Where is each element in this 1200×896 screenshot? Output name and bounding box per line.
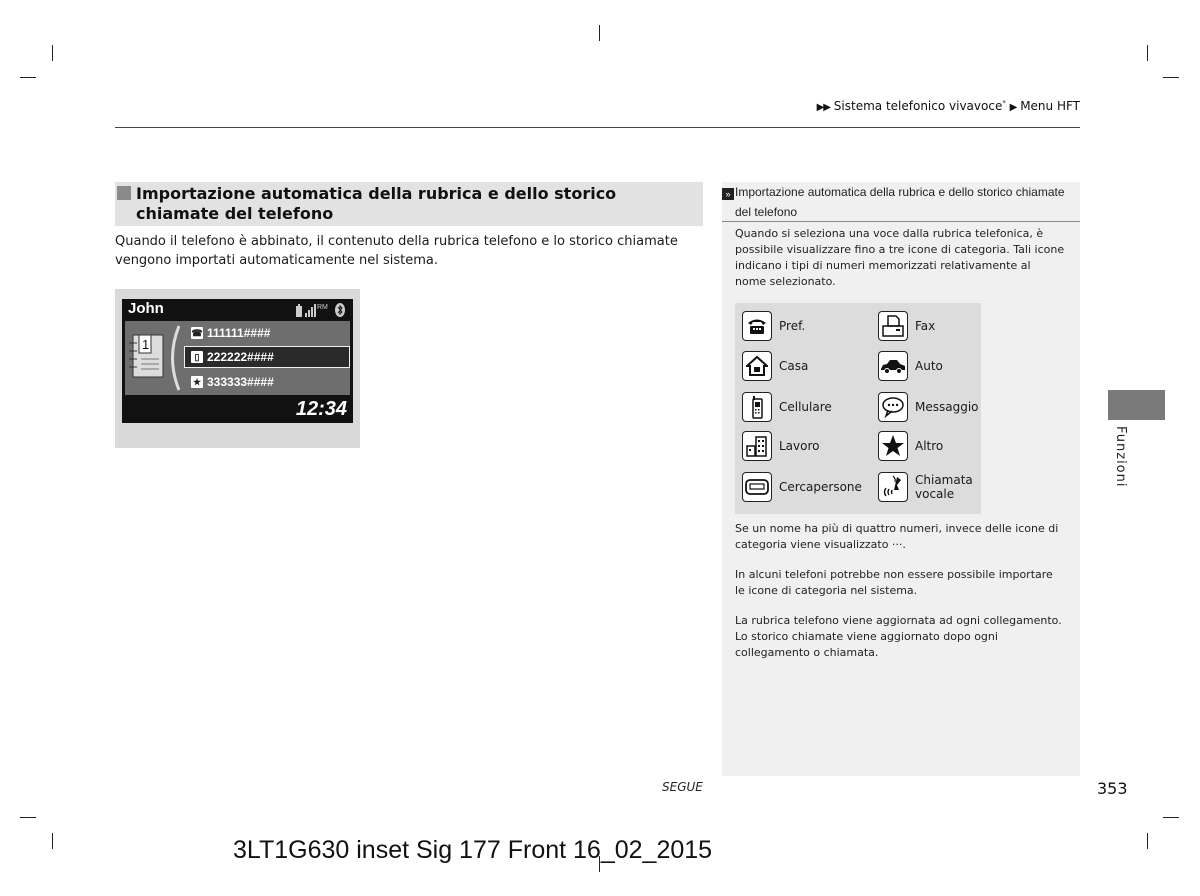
intro-paragraph: Quando il telefono è abbinato, il contenuto della rubrica telefono e lo storico chiamate vengono importati automaticamente nel sistema. xyxy=(115,234,678,268)
reference-arrow-icon: » xyxy=(722,188,734,200)
print-slug: 3LT1G630 inset Sig 177 Front 16_02_2015 xyxy=(233,836,713,864)
chapter-tab-label: Funzioni xyxy=(1113,426,1128,488)
category-item xyxy=(878,431,943,461)
sidebar-intro: Quando si seleziona una voce dalla rubrica telefonica, è possibile visualizzare fino a tre icone di categoria. Tali icone indicano i tipi di numeri memorizzati relativamente al nome selezionato. xyxy=(735,227,1065,288)
crop-mark xyxy=(1163,77,1179,78)
message-icon xyxy=(878,392,908,422)
list-item[interactable] xyxy=(191,371,345,393)
breadcrumb xyxy=(817,99,1080,113)
mobile-icon xyxy=(742,392,772,422)
section-heading xyxy=(115,182,703,226)
continues-label: SEGUE xyxy=(662,780,703,794)
audio-display xyxy=(122,299,353,423)
crop-mark xyxy=(1147,45,1148,61)
scroll-arc[interactable] xyxy=(170,325,180,391)
battery-icon xyxy=(296,304,302,317)
star-icon xyxy=(878,431,908,461)
category-item xyxy=(878,472,979,502)
sidebar-note-2: In alcuni telefoni potrebbe non essere possibile importare le icone di categoria nel sistema. xyxy=(735,568,1053,597)
breadcrumb-arrows-icon: ▶▶ xyxy=(816,102,830,113)
breadcrumb-section[interactable]: Sistema telefonico vivavoce xyxy=(833,99,1003,113)
category-label: Cellulare xyxy=(779,400,832,414)
category-label: Chiamata vocale xyxy=(915,473,973,501)
list-item-selected[interactable] xyxy=(184,346,350,368)
category-label: Cercapersone xyxy=(779,480,862,494)
phone-number: 111111#### xyxy=(207,326,271,340)
car-icon xyxy=(878,351,908,381)
sidebar-title-line1: Importazione automatica della rubrica e dello storico chiamate xyxy=(735,185,1065,199)
phone-icon: ☎ xyxy=(191,328,203,338)
phonebook-list xyxy=(125,321,350,395)
category-label: Pref. xyxy=(779,319,806,333)
crop-mark xyxy=(599,25,600,41)
breadcrumb-arrow-icon: ▶ xyxy=(1009,102,1017,113)
category-label: Messaggio xyxy=(915,400,979,414)
page-number: 353 xyxy=(1097,779,1128,798)
list-item[interactable] xyxy=(191,322,345,344)
chapter-tab[interactable] xyxy=(1108,390,1165,420)
phone-number: 222222#### xyxy=(207,350,274,364)
category-item xyxy=(878,392,979,422)
crop-mark xyxy=(52,833,53,849)
sidebar-title-line2: del telefono xyxy=(735,205,798,219)
clock: 12:34 xyxy=(295,398,347,420)
category-item xyxy=(878,351,943,381)
sidebar-title xyxy=(722,182,1080,222)
category-item xyxy=(742,472,862,502)
sidebar-note xyxy=(722,182,1080,776)
crop-mark xyxy=(20,817,36,818)
breadcrumb-page[interactable]: Menu HFT xyxy=(1020,99,1080,113)
voice-call-icon xyxy=(878,472,908,502)
svg-text:1: 1 xyxy=(142,337,150,352)
sidebar-note-3: La rubrica telefono viene aggiornata ad ogni collegamento. Lo storico chiamate viene aggiornato dopo ogni collegamento o chiamata. xyxy=(735,614,1062,659)
roaming-label: RM xyxy=(317,304,328,311)
category-label: Lavoro xyxy=(779,439,820,453)
crop-mark xyxy=(1147,833,1148,849)
category-item xyxy=(742,311,805,341)
fax-icon xyxy=(878,311,908,341)
category-item xyxy=(878,311,935,341)
phone-number: 333333#### xyxy=(207,375,274,389)
signal-icon xyxy=(305,304,316,317)
pager-icon xyxy=(742,472,772,502)
star-icon: ★ xyxy=(192,377,202,387)
optional-marker: * xyxy=(1002,99,1006,107)
header-divider xyxy=(115,127,1080,128)
category-icon-table xyxy=(735,303,981,514)
phonebook-icon xyxy=(129,333,167,381)
display-screenshot xyxy=(115,289,360,448)
crop-mark xyxy=(1163,817,1179,818)
category-label: Altro xyxy=(915,439,944,453)
category-label: Fax xyxy=(915,319,936,333)
section-marker-icon xyxy=(117,186,131,200)
phone-icon xyxy=(742,311,772,341)
mobile-icon: ▯ xyxy=(191,351,203,363)
bluetooth-icon xyxy=(335,303,345,317)
crop-mark xyxy=(20,77,36,78)
home-icon xyxy=(742,351,772,381)
section-title: Importazione automatica della rubrica e dello storico chiamate del telefono xyxy=(136,184,617,223)
sidebar-note-1: Se un nome ha più di quattro numeri, invece delle icone di categoria viene visualizzato ···. xyxy=(735,522,1059,551)
office-icon xyxy=(742,431,772,461)
contact-name: John xyxy=(128,300,164,317)
category-label: Casa xyxy=(779,359,809,373)
category-item xyxy=(742,431,820,461)
category-label: Auto xyxy=(915,359,943,373)
category-item xyxy=(742,392,832,422)
crop-mark xyxy=(52,45,53,61)
category-item xyxy=(742,351,808,381)
